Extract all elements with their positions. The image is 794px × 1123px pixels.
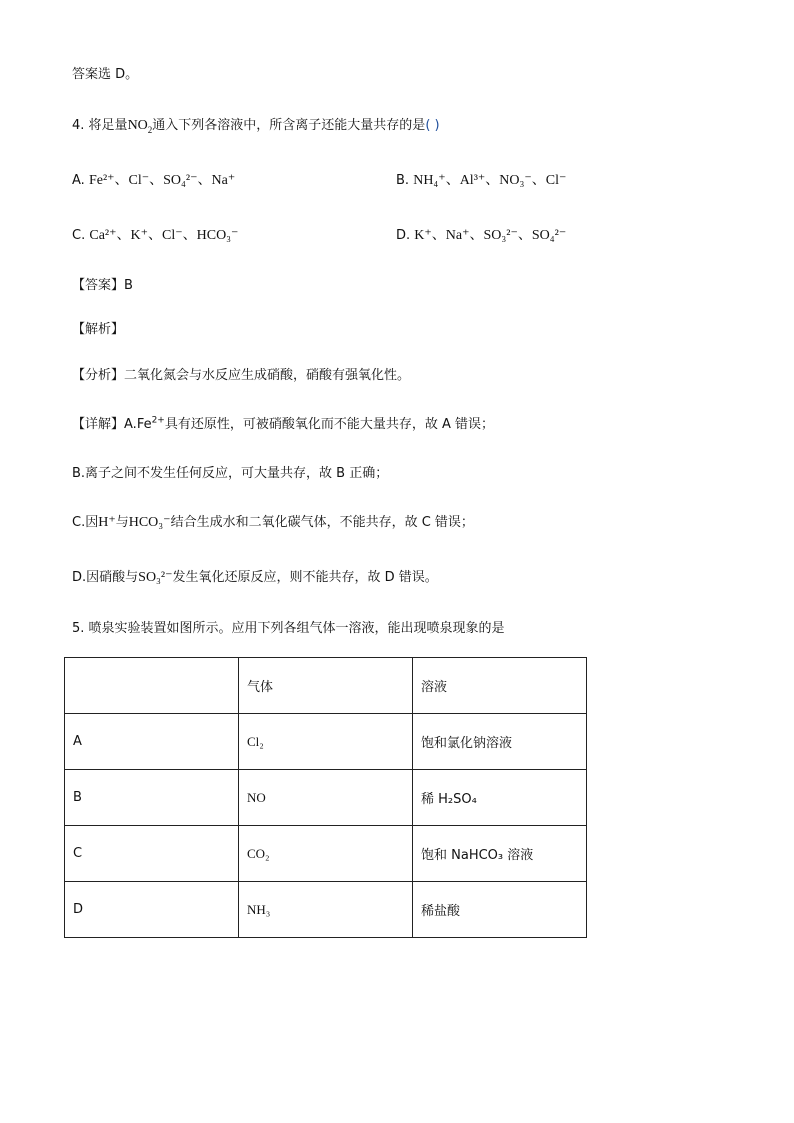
detail-a-ion: A.Fe	[124, 417, 152, 432]
option-label: B.	[396, 173, 410, 188]
table-row	[65, 826, 587, 882]
option-ions: NH₄⁺、Al³⁺、NO₃⁻、Cl⁻	[413, 173, 567, 188]
option-label: D.	[396, 228, 411, 243]
detail-c-line	[72, 514, 474, 532]
detail-d-text: 发生氧化还原反应，则不能共存，故 D 错误。	[172, 570, 438, 585]
question-4-stem	[72, 117, 440, 135]
fenxi-tag: 【分析】	[72, 368, 125, 383]
option-label: C.	[72, 228, 86, 243]
table-cell: D	[65, 882, 239, 938]
answer-tag: 【答案】	[72, 278, 125, 293]
option-ions: Fe²⁺、Cl⁻、SO₄²⁻、Na⁺	[88, 173, 236, 188]
answer-line	[72, 277, 133, 295]
table-header-row	[65, 658, 587, 714]
question-5-stem	[72, 620, 505, 638]
option-a	[72, 172, 235, 190]
fenxi-line	[72, 367, 410, 385]
table-cell: 饱和 NaHCO₃ 溶液	[413, 826, 587, 882]
detail-c-text: 与	[115, 515, 129, 530]
option-label: A.	[72, 173, 85, 188]
table-row	[65, 770, 587, 826]
detail-tag: 【详解】	[72, 417, 125, 432]
previous-answer: 答案选 D。	[72, 67, 139, 82]
stem-text: 通入下列各溶液中，所含离子还能大量共存的是	[152, 118, 426, 133]
stem-text: 将足量	[88, 118, 128, 133]
detail-b-line: B.离子之间不发生任何反应，可大量共存，故 B 正确；	[72, 466, 389, 481]
table-cell: CO₂	[239, 826, 413, 882]
table-header-cell	[65, 658, 239, 714]
answer-value: B	[124, 278, 133, 293]
option-c	[72, 227, 238, 245]
detail-c-text: 结合生成水和二氧化碳气体，不能共存，故 C 错误；	[170, 515, 474, 530]
table-cell: NH₃	[239, 882, 413, 938]
table-cell: C	[65, 826, 239, 882]
detail-d-line	[72, 569, 438, 587]
gas-solution-table	[64, 657, 587, 938]
charge-sup: 2+	[151, 415, 165, 426]
detail-d-text: D.因硝酸与	[72, 570, 139, 585]
fenxi-text: 二氧化氮会与水反应生成硝酸，硝酸有强氧化性。	[124, 368, 411, 383]
so3-ion: SO₃²⁻	[138, 570, 173, 585]
table-header-cell: 溶液	[413, 658, 587, 714]
h-ion: H⁺	[98, 515, 116, 530]
table-cell: 稀盐酸	[413, 882, 587, 938]
table-header-cell: 气体	[239, 658, 413, 714]
detail-c-text: C.因	[72, 515, 99, 530]
table-cell: B	[65, 770, 239, 826]
detail-a-line	[72, 416, 494, 434]
table-cell: NO	[239, 770, 413, 826]
option-ions: K⁺、Na⁺、SO₃²⁻、SO₄²⁻	[414, 228, 567, 243]
table-row	[65, 882, 587, 938]
table-cell: A	[65, 714, 239, 770]
analysis-tag: 【解析】	[72, 322, 125, 337]
table-cell: 饱和氯化钠溶液	[413, 714, 587, 770]
question-number: 4.	[72, 118, 85, 133]
question-number: 5.	[72, 621, 85, 636]
table-cell: Cl₂	[239, 714, 413, 770]
option-ions: Ca²⁺、K⁺、Cl⁻、HCO₃⁻	[89, 228, 239, 243]
table-cell: 稀 H₂SO₄	[413, 770, 587, 826]
hco3-ion: HCO₃⁻	[128, 515, 171, 530]
table-row	[65, 714, 587, 770]
option-b	[396, 172, 566, 190]
answer-paren: ( )	[425, 118, 440, 133]
detail-a-text: 具有还原性，可被硝酸氧化而不能大量共存，故 A 错误；	[164, 417, 495, 432]
option-d	[396, 227, 566, 245]
stem-text: 喷泉实验装置如图所示。应用下列各组气体一溶液，能出现喷泉现象的是	[88, 621, 505, 636]
no2-formula: $NO_2$	[127, 118, 153, 135]
